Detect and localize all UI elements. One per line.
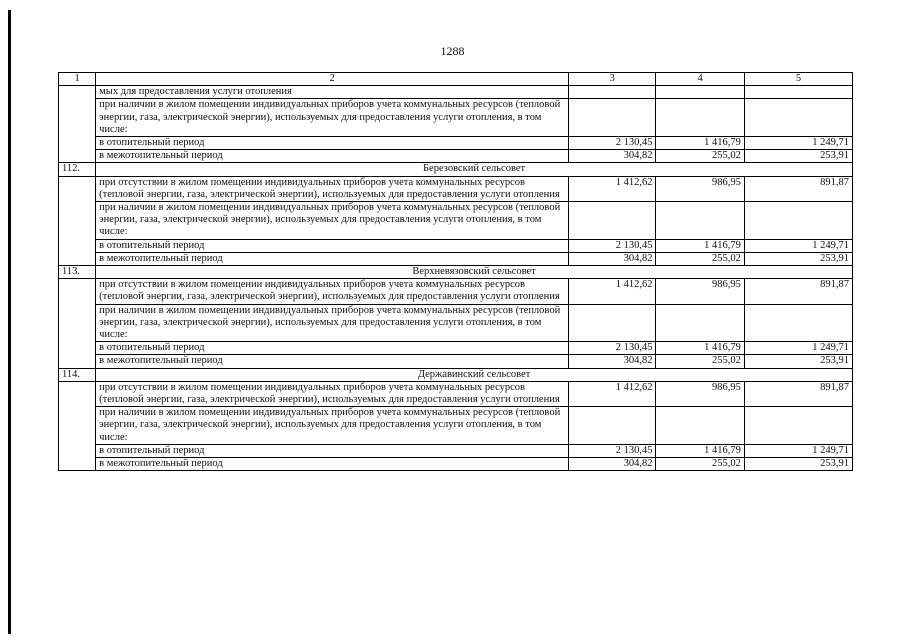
- value-cell: 891,87: [744, 176, 852, 201]
- description-cell: при наличии в жилом помещении индивидуальных приборов учета коммунальных ресурсов (тепловой энергии, газа, электрической энергии), используемых для предоставления услуги отопления, в том числе:: [96, 304, 569, 342]
- description-cell: при отсутствии в жилом помещении индивидуальных приборов учета коммунальных ресурсов (тепловой энергии, газа, электрической энергии), используемых для предоставления услуги отопления: [96, 381, 569, 406]
- row-number: 113.: [59, 266, 96, 279]
- group-title-row: [59, 266, 853, 279]
- row-number-cell: [59, 279, 96, 368]
- table-row: [59, 381, 853, 406]
- value-cell: 2 130,45: [569, 444, 656, 457]
- value-cell: 1 249,71: [744, 239, 852, 252]
- column-header: 2: [96, 73, 569, 86]
- value-cell: 255,02: [656, 458, 744, 471]
- value-cell: 1 249,71: [744, 444, 852, 457]
- value-cell: 253,91: [744, 458, 852, 471]
- value-cell: 2 130,45: [569, 137, 656, 150]
- value-cell: 255,02: [656, 252, 744, 265]
- value-cell: 304,82: [569, 355, 656, 368]
- description-cell: в отопительный период: [96, 239, 569, 252]
- value-cell: 891,87: [744, 381, 852, 406]
- table-row: [59, 342, 853, 355]
- value-cell: 253,91: [744, 355, 852, 368]
- table-row: [59, 239, 853, 252]
- description-cell: в межотопительный период: [96, 252, 569, 265]
- value-cell: 304,82: [569, 252, 656, 265]
- value-cell: 986,95: [656, 176, 744, 201]
- description-cell: при наличии в жилом помещении индивидуальных приборов учета коммунальных ресурсов (тепловой энергии, газа, электрической энергии), используемых для предоставления услуги отопления, в том числе:: [96, 202, 569, 240]
- binding-edge: [8, 10, 11, 634]
- table-row: [59, 150, 853, 163]
- settlement-name: Верхневязовский сельсовет: [96, 266, 853, 279]
- value-cell: 2 130,45: [569, 239, 656, 252]
- table-row: [59, 304, 853, 342]
- description-cell: в отопительный период: [96, 342, 569, 355]
- description-cell: при наличии в жилом помещении индивидуальных приборов учета коммунальных ресурсов (тепловой энергии, газа, электрической энергии), используемых для предоставления услуги отопления, в том числе:: [96, 99, 569, 137]
- description-cell: в межотопительный период: [96, 458, 569, 471]
- value-cell: 1 412,62: [569, 381, 656, 406]
- column-header: 3: [569, 73, 656, 86]
- table-row: [59, 279, 853, 304]
- description-cell: мых для предоставления услуги отопления: [96, 86, 569, 99]
- table-header-row: [59, 73, 853, 86]
- value-cell: 1 249,71: [744, 342, 852, 355]
- description-cell: при отсутствии в жилом помещении индивидуальных приборов учета коммунальных ресурсов (тепловой энергии, газа, электрической энергии), используемых для предоставления услуги отопления: [96, 176, 569, 201]
- value-cell: 1 416,79: [656, 137, 744, 150]
- description-cell: в отопительный период: [96, 137, 569, 150]
- row-number-cell: [59, 381, 96, 470]
- group-title-row: [59, 368, 853, 381]
- group-title-row: [59, 163, 853, 176]
- value-cell: 1 249,71: [744, 137, 852, 150]
- row-number-cell: [59, 86, 96, 163]
- table-row: [59, 252, 853, 265]
- description-cell: в межотопительный период: [96, 150, 569, 163]
- value-cell: 255,02: [656, 150, 744, 163]
- table-row: [59, 86, 853, 99]
- tariff-table: [58, 72, 853, 471]
- value-cell: 1 412,62: [569, 176, 656, 201]
- column-header: 1: [59, 73, 96, 86]
- column-header: 5: [744, 73, 852, 86]
- table-row: [59, 444, 853, 457]
- table-row: [59, 99, 853, 137]
- value-cell: 255,02: [656, 355, 744, 368]
- settlement-name: Державинский сельсовет: [96, 368, 853, 381]
- table-row: [59, 137, 853, 150]
- table-row: [59, 458, 853, 471]
- value-cell: 1 416,79: [656, 239, 744, 252]
- table-row: [59, 202, 853, 240]
- table-row: [59, 355, 853, 368]
- settlement-name: Березовский сельсовет: [96, 163, 853, 176]
- description-cell: при наличии в жилом помещении индивидуальных приборов учета коммунальных ресурсов (тепловой энергии, газа, электрической энергии), используемых для предоставления услуги отопления, в том числе:: [96, 407, 569, 445]
- row-number-cell: [59, 176, 96, 265]
- value-cell: 304,82: [569, 150, 656, 163]
- value-cell: 2 130,45: [569, 342, 656, 355]
- description-cell: в отопительный период: [96, 444, 569, 457]
- value-cell: 304,82: [569, 458, 656, 471]
- value-cell: 253,91: [744, 150, 852, 163]
- page-number: 1288: [440, 44, 465, 58]
- column-header: 4: [656, 73, 744, 86]
- table-row: [59, 176, 853, 201]
- value-cell: 891,87: [744, 279, 852, 304]
- description-cell: в межотопительный период: [96, 355, 569, 368]
- row-number: 114.: [59, 368, 96, 381]
- value-cell: 1 416,79: [656, 444, 744, 457]
- value-cell: 986,95: [656, 381, 744, 406]
- value-cell: 1 416,79: [656, 342, 744, 355]
- value-cell: 253,91: [744, 252, 852, 265]
- table-row: [59, 407, 853, 445]
- value-cell: 986,95: [656, 279, 744, 304]
- row-number: 112.: [59, 163, 96, 176]
- description-cell: при отсутствии в жилом помещении индивидуальных приборов учета коммунальных ресурсов (тепловой энергии, газа, электрической энергии), используемых для предоставления услуги отопления: [96, 279, 569, 304]
- value-cell: 1 412,62: [569, 279, 656, 304]
